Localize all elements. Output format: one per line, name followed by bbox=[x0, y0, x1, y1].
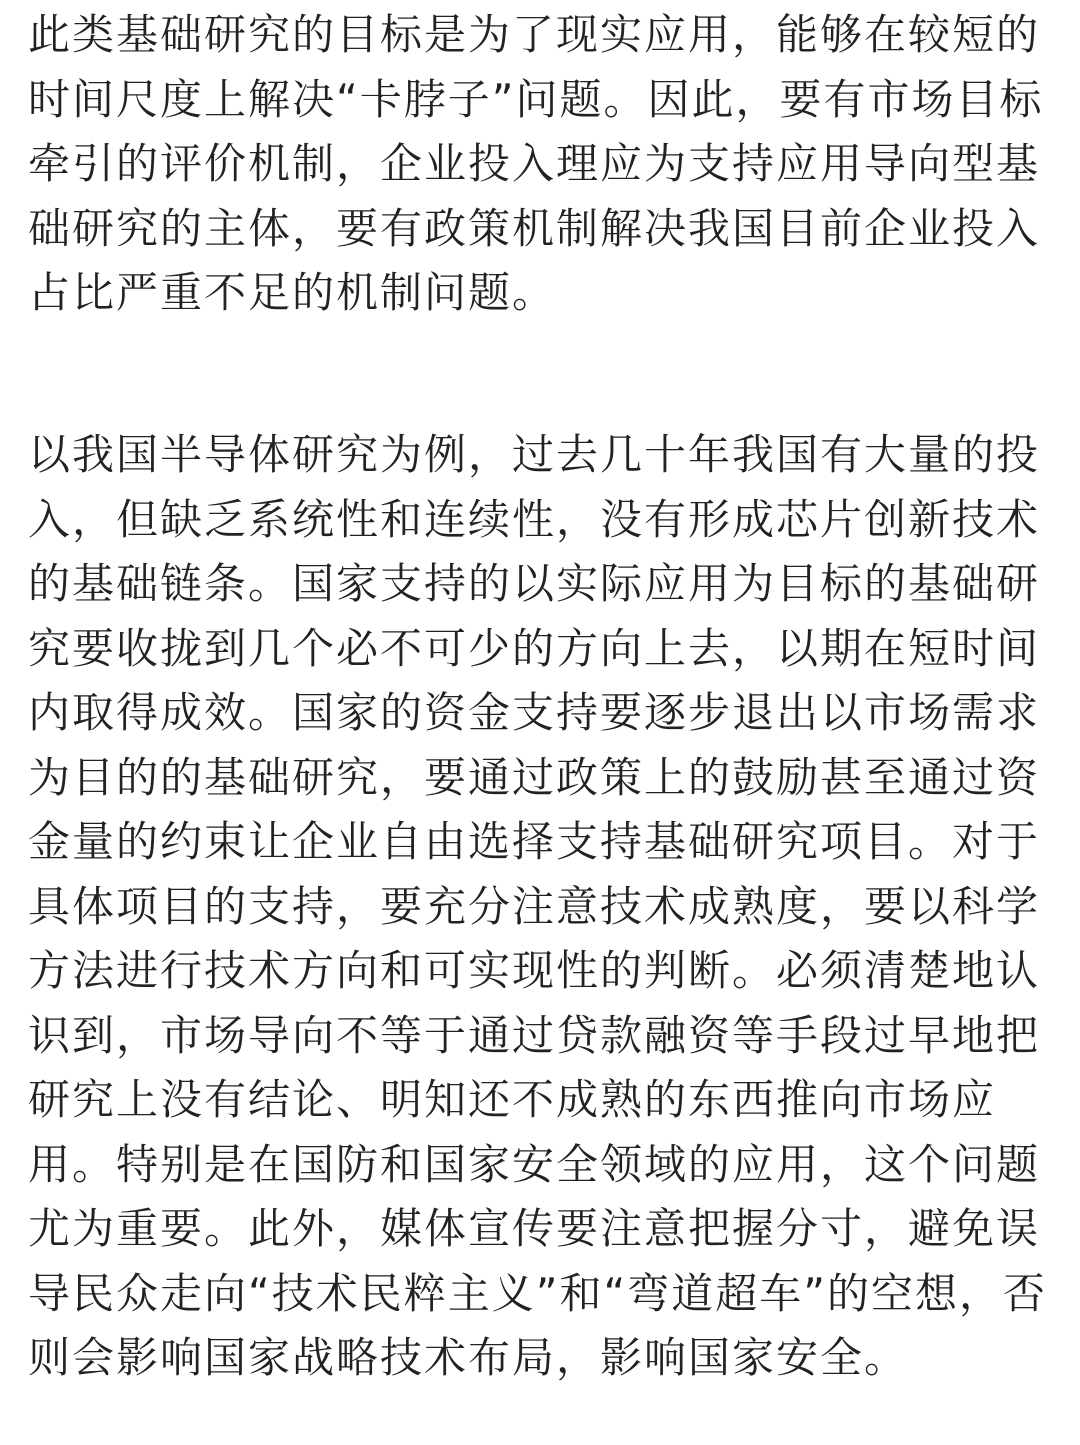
paragraph-line: 用。特别是在国防和国家安全领域的应用，这个问题 bbox=[28, 1139, 1041, 1189]
paragraph-line: 内取得成效。国家的资金支持要逐步退出以市场需求 bbox=[28, 688, 1041, 737]
paragraph-line: 以我国半导体研究为例，过去几十年我国有大量的投 bbox=[28, 430, 1041, 479]
paragraph-line: 此类基础研究的目标是为了现实应用，能够在较短的 bbox=[28, 10, 1041, 59]
paragraph-line: 导民众走向“技术民粹主义”和“弯道超车”的空想，否 bbox=[28, 1268, 1048, 1318]
paragraph-line: 具体项目的支持，要充分注意技术成熟度，要以科学 bbox=[28, 881, 1041, 931]
paragraph-line: 识到，市场导向不等于通过贷款融资等手段过早地把 bbox=[28, 1010, 1041, 1060]
paragraph-line: 入，但缺乏系统性和连续性，没有形成芯片创新技术 bbox=[28, 494, 1041, 544]
paragraph-line: 尤为重要。此外，媒体宣传要注意把握分寸，避免误 bbox=[28, 1204, 1041, 1253]
paragraph-1 bbox=[28, 3, 1052, 326]
paragraph-line: 则会影响国家战略技术布局，影响国家安全。 bbox=[28, 1333, 909, 1382]
paragraph-line: 时间尺度上解决“卡脖子”问题。因此，要有市场目标 bbox=[28, 74, 1044, 124]
paragraph-line: 究要收拢到几个必不可少的方向上去，以期在短时间 bbox=[28, 623, 1041, 673]
paragraph-line: 占比严重不足的机制问题。 bbox=[28, 268, 557, 317]
paragraph-line: 方法进行技术方向和可实现性的判断。必须清楚地认 bbox=[28, 946, 1041, 995]
paragraph-line: 为目的的基础研究，要通过政策上的鼓励甚至通过资 bbox=[28, 752, 1041, 802]
paragraph-2 bbox=[28, 423, 1052, 1391]
paragraph-line: 牵引的评价机制，企业投入理应为支持应用导向型基 bbox=[28, 139, 1041, 188]
paragraph-line: 研究上没有结论、明知还不成熟的东西推向市场应 bbox=[28, 1075, 997, 1124]
paragraph-line: 的基础链条。国家支持的以实际应用为目标的基础研 bbox=[28, 559, 1041, 608]
paragraph-line: 础研究的主体，要有政策机制解决我国目前企业投入 bbox=[28, 203, 1041, 253]
paragraph-line: 金量的约束让企业自由选择支持基础研究项目。对于 bbox=[28, 817, 1041, 866]
